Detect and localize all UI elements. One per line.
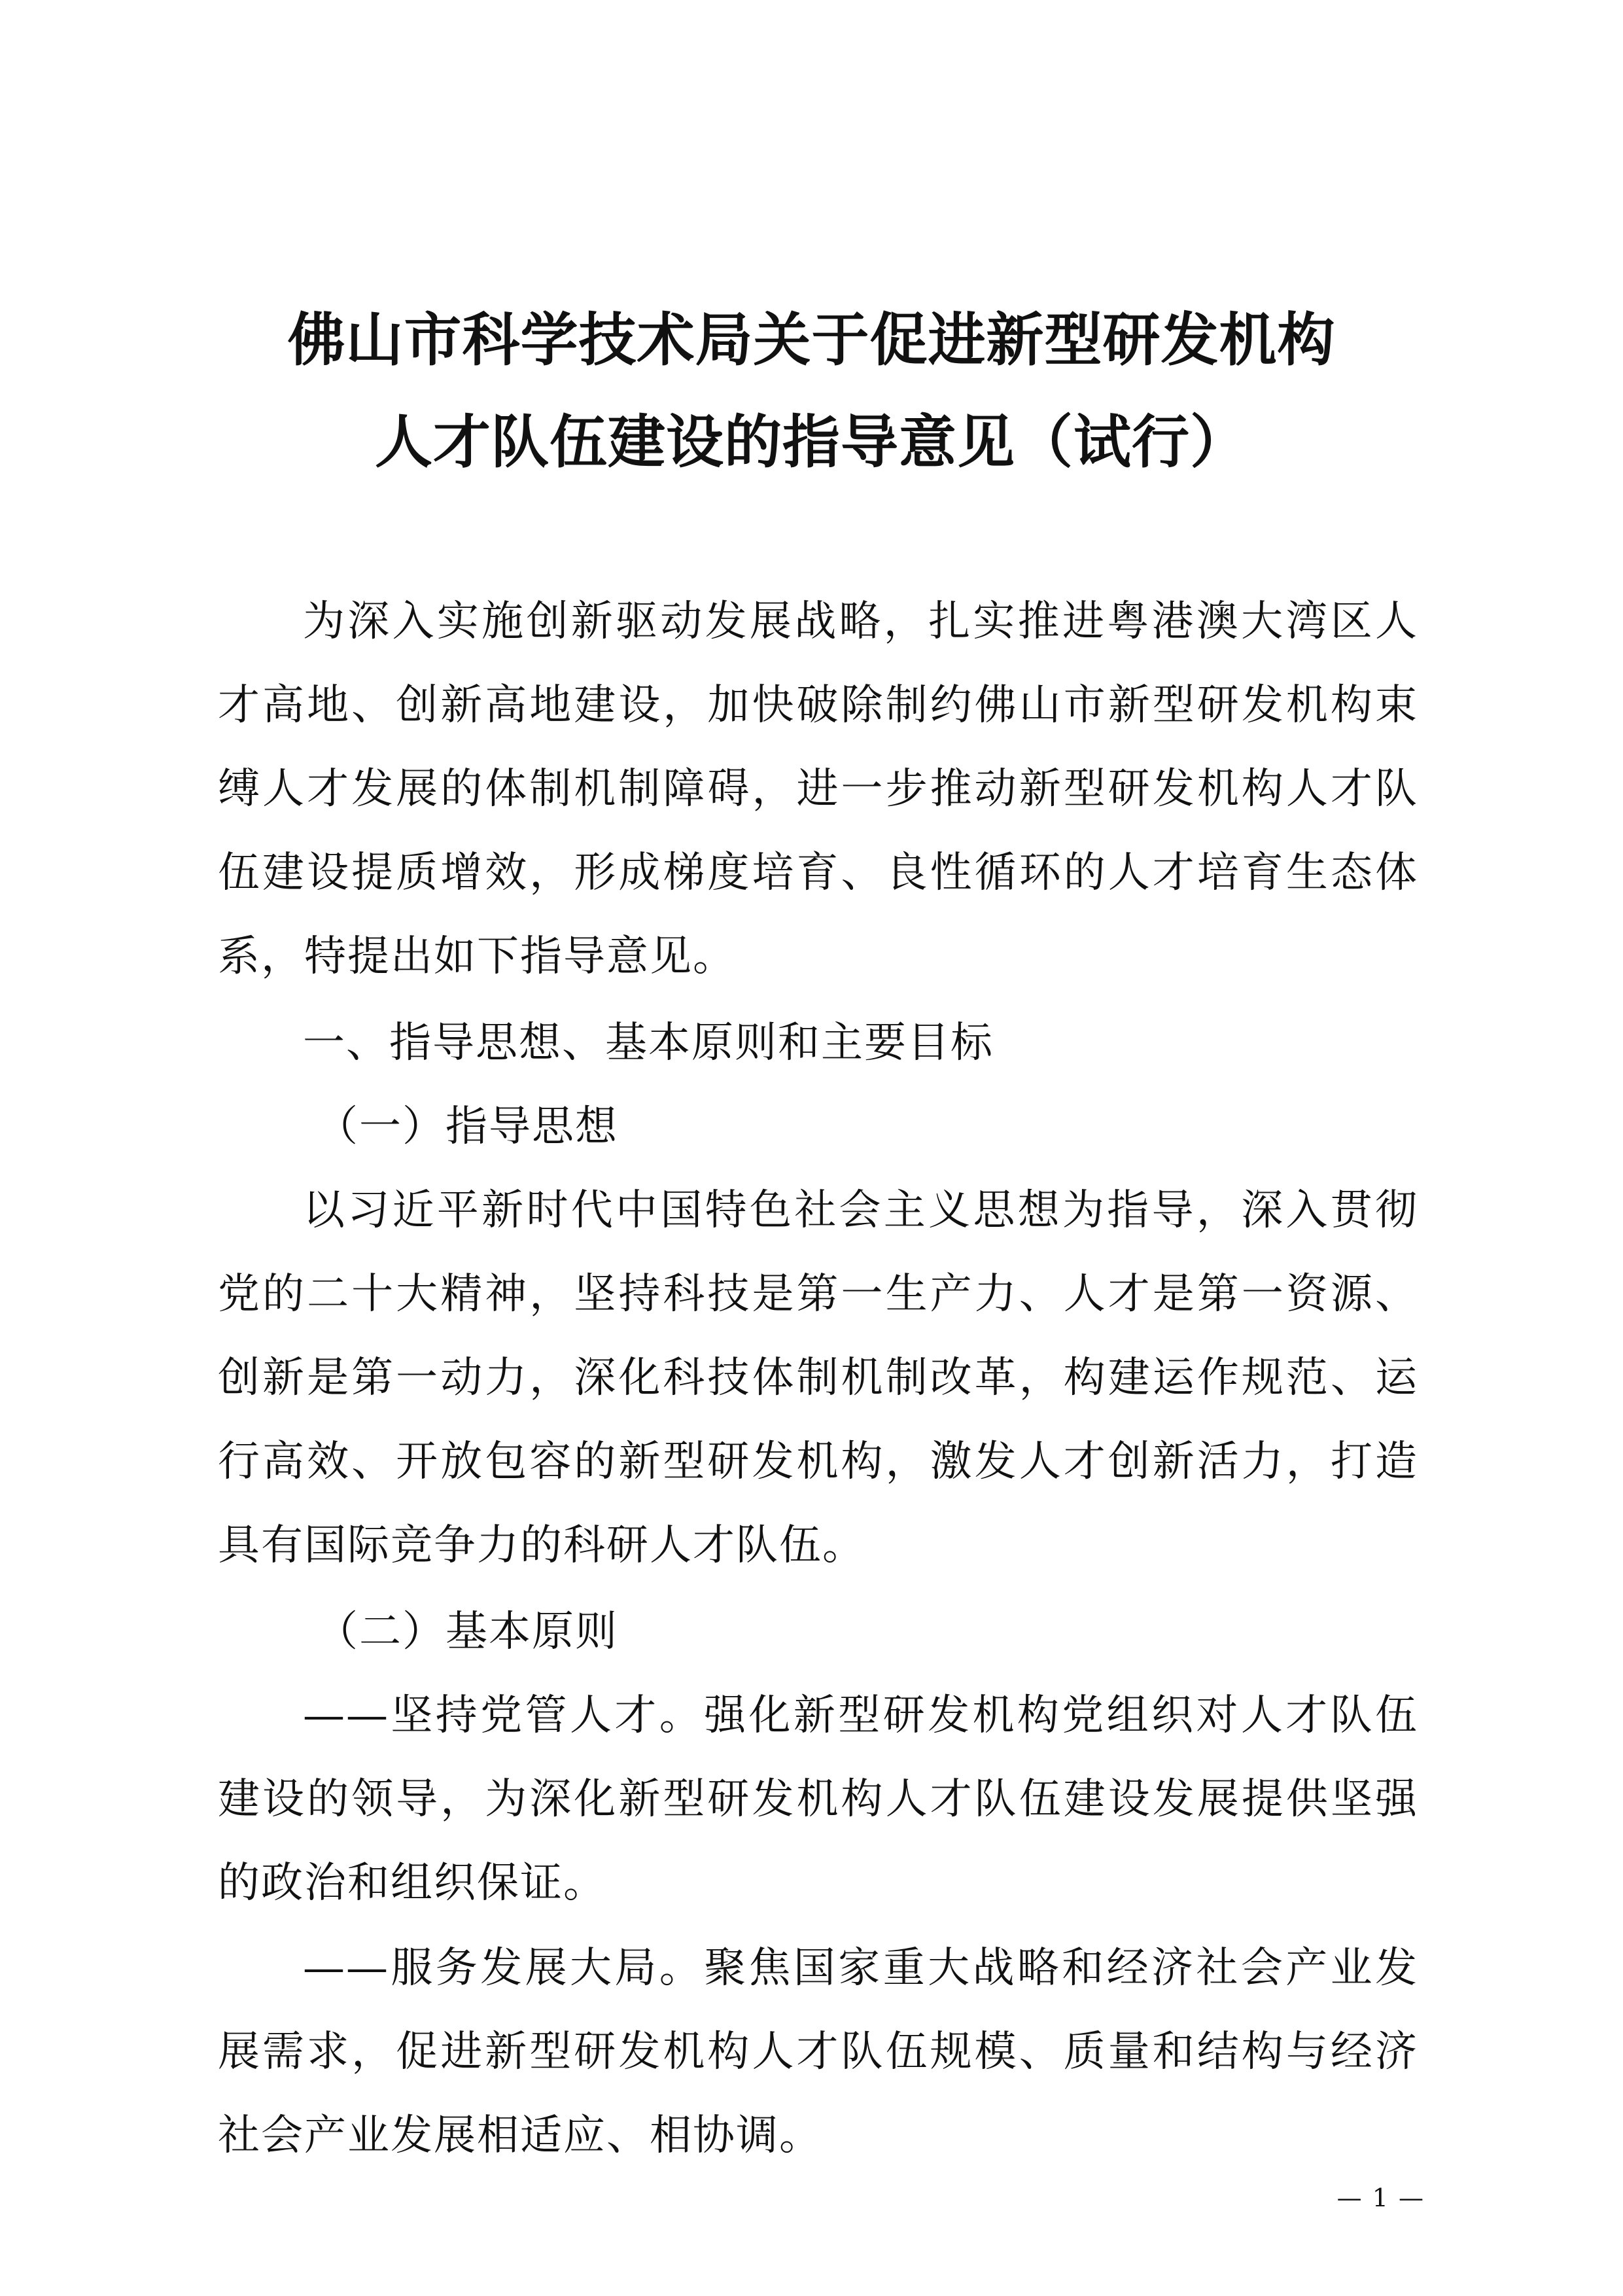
page-number: — 1 — [1336, 2183, 1425, 2212]
document-title-line-2: 人才队伍建设的指导意见（试行） [374, 408, 1248, 476]
principle-1-paragraph: ——坚持党管人才。强化新型研发机构党组织对人才队伍建设的领导，为深化新型研发机构人才队伍建设发展提供坚强的政治和组织保证。 [218, 1691, 1418, 1907]
section-1-heading: 一、指导思想、基本原则和主要目标 [303, 1019, 994, 1067]
subsection-1-heading: （一）指导思想 [316, 1103, 618, 1151]
subsection-2-heading: （二）基本原则 [316, 1608, 618, 1656]
document-title-line-1: 佛山市科学技术局关于促进新型研发机构 [287, 306, 1336, 374]
subsection-1-paragraph: 以习近平新时代中国特色社会主义思想为指导，深入贯彻党的二十大精神，坚持科技是第一生产力、人才是第一资源、创新是第一动力，深化科技体制机制改革，构建运作规范、运行高效、开放包容的新型研发机构，激发人才创新活力，打造具有国际竞争力的科研人才队伍。 [218, 1186, 1418, 1570]
intro-paragraph: 为深入实施创新驱动发展战略，扎实推进粤港澳大湾区人才高地、创新高地建设，加快破除制约佛山市新型研发机构束缚人才发展的体制机制障碍，进一步推动新型研发机构人才队伍建设提质增效，形成梯度培育、良性循环的人才培育生态体系，特提出如下指导意见。 [218, 597, 1418, 981]
principle-2-paragraph: ——服务发展大局。聚焦国家重大战略和经济社会产业发展需求，促进新型研发机构人才队伍规模、质量和结构与经济社会产业发展相适应、相协调。 [218, 1944, 1418, 2160]
